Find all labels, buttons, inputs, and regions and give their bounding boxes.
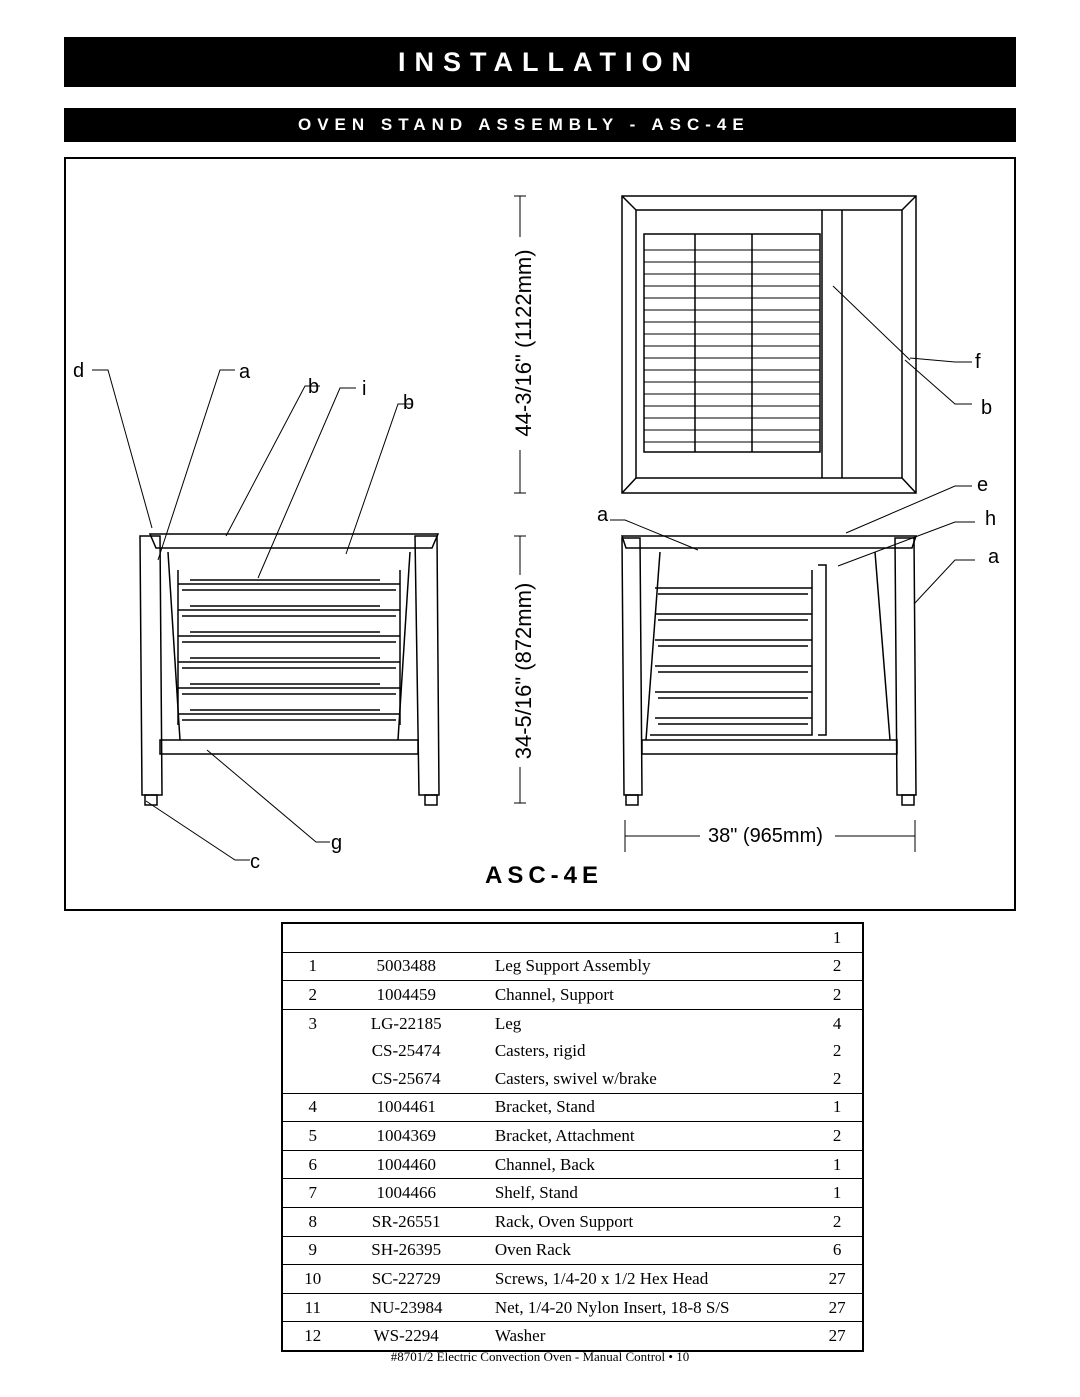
callout-e: e: [977, 474, 989, 496]
item-number: 10: [282, 1265, 343, 1294]
part-number: CS-25674: [343, 1065, 470, 1093]
part-number: 1004466: [343, 1179, 470, 1208]
side-view-drawing: [622, 536, 916, 805]
part-description: Oven Rack: [470, 1236, 813, 1265]
front-view-drawing: [140, 534, 439, 805]
part-description: Washer: [494, 1326, 546, 1346]
width-dimension-label: 38" (965mm): [704, 825, 827, 848]
callout-b-second: b: [403, 392, 415, 414]
parts-table-header-row: [282, 923, 863, 952]
qty-header: 1: [812, 923, 863, 952]
parts-table-row: [282, 1009, 863, 1037]
callout-b: b: [308, 376, 320, 398]
item-number: 11: [282, 1293, 343, 1322]
part-quantity: 2: [812, 1065, 863, 1093]
item-number: 9: [282, 1236, 343, 1265]
callout-c: c: [250, 851, 260, 873]
part-description: Shelf, Stand: [470, 1179, 813, 1208]
parts-table-row: [282, 1236, 863, 1265]
part-number: 1004460: [343, 1150, 470, 1179]
item-number: 12: [304, 1326, 322, 1346]
callout-a-third: a: [988, 546, 1000, 568]
part-description: Channel, Support: [470, 981, 813, 1010]
side-racks: [655, 588, 812, 724]
part-description: Screws, 1/4-20 x 1/2 Hex Head: [470, 1265, 813, 1294]
part-number: SC-22729: [343, 1265, 470, 1294]
parts-table-row: [282, 1179, 863, 1208]
part-description: Casters, swivel w/brake: [470, 1065, 813, 1093]
part-quantity: 2: [832, 1041, 842, 1061]
part-quantity: 27: [812, 1293, 863, 1322]
part-quantity: 1: [812, 1150, 863, 1179]
section-subtitle: OVEN STAND ASSEMBLY - ASC-4E: [298, 115, 750, 134]
parts-table-row: [282, 1265, 863, 1294]
callout-h: h: [985, 508, 997, 530]
part-description: Channel, Back: [470, 1150, 813, 1179]
part-quantity: 2: [812, 981, 863, 1010]
part-number: SH-26395: [343, 1236, 470, 1265]
part-quantity: 4: [832, 1013, 842, 1033]
part-description: Bracket, Stand: [470, 1093, 813, 1122]
parts-table-row: [282, 1065, 863, 1093]
parts-table-row: [282, 981, 863, 1010]
callout-g: g: [331, 832, 343, 854]
part-number: WS-2294: [373, 1326, 439, 1346]
item-number: 3: [308, 1013, 318, 1033]
item-number: 7: [282, 1179, 343, 1208]
part-description: Net, 1/4-20 Nylon Insert, 18-8 S/S: [470, 1293, 813, 1322]
part-quantity: 27: [812, 1265, 863, 1294]
part-quantity: 2: [812, 1122, 863, 1151]
part-description: Bracket, Attachment: [470, 1122, 813, 1151]
top-view-drawing: [622, 196, 916, 493]
item-number: [282, 1065, 343, 1093]
item-number: 5: [282, 1122, 343, 1151]
front-racks: [178, 580, 400, 720]
callout-f: f: [975, 351, 981, 373]
part-description: Rack, Oven Support: [470, 1207, 813, 1236]
part-number: 1004461: [343, 1093, 470, 1122]
item-number: 4: [282, 1093, 343, 1122]
callout-d: d: [73, 360, 85, 382]
part-quantity: 27: [828, 1326, 846, 1346]
top-view-rack-wires: [644, 250, 820, 442]
parts-table-row: [282, 1093, 863, 1122]
part-number: LG-22185: [370, 1013, 442, 1033]
parts-table: [281, 922, 864, 1352]
height-dimension-label: 34-5/16" (872mm): [511, 575, 537, 767]
parts-table-row: [282, 1322, 863, 1351]
parts-table-row: [282, 1207, 863, 1236]
parts-table-row: [282, 1293, 863, 1322]
part-number: SR-26551: [343, 1207, 470, 1236]
part-number: 5003488: [343, 952, 470, 981]
item-number: 8: [282, 1207, 343, 1236]
part-description: Casters, rigid: [494, 1041, 586, 1061]
parts-table-row: [282, 1150, 863, 1179]
section-title: INSTALLATION: [398, 47, 700, 77]
item-number: 2: [282, 981, 343, 1010]
part-number: 1004459: [343, 981, 470, 1010]
parts-table-row: [282, 952, 863, 981]
part-quantity: 6: [812, 1236, 863, 1265]
part-number: CS-25474: [371, 1041, 441, 1061]
depth-dimension-label: 44-3/16" (1122mm): [511, 237, 537, 449]
callout-a-second: a: [597, 504, 609, 526]
part-description: Leg Support Assembly: [470, 952, 813, 981]
part-quantity: 2: [812, 1207, 863, 1236]
part-number: 1004369: [343, 1122, 470, 1151]
parts-table-row: [282, 1122, 863, 1151]
item-number: 6: [282, 1150, 343, 1179]
part-quantity: 1: [812, 1093, 863, 1122]
callout-a: a: [239, 361, 251, 383]
parts-table-row: [282, 1037, 863, 1065]
callout-b-third: b: [981, 397, 993, 419]
part-number: NU-23984: [343, 1293, 470, 1322]
model-label: ASC-4E: [485, 862, 604, 889]
part-quantity: 2: [812, 952, 863, 981]
item-number: [282, 1037, 343, 1065]
callout-i: i: [362, 378, 367, 400]
item-number: 1: [282, 952, 343, 981]
part-description: Leg: [494, 1013, 522, 1033]
part-quantity: 1: [812, 1179, 863, 1208]
page-footer: #8701/2 Electric Convection Oven - Manual Control • 10: [390, 1349, 690, 1364]
